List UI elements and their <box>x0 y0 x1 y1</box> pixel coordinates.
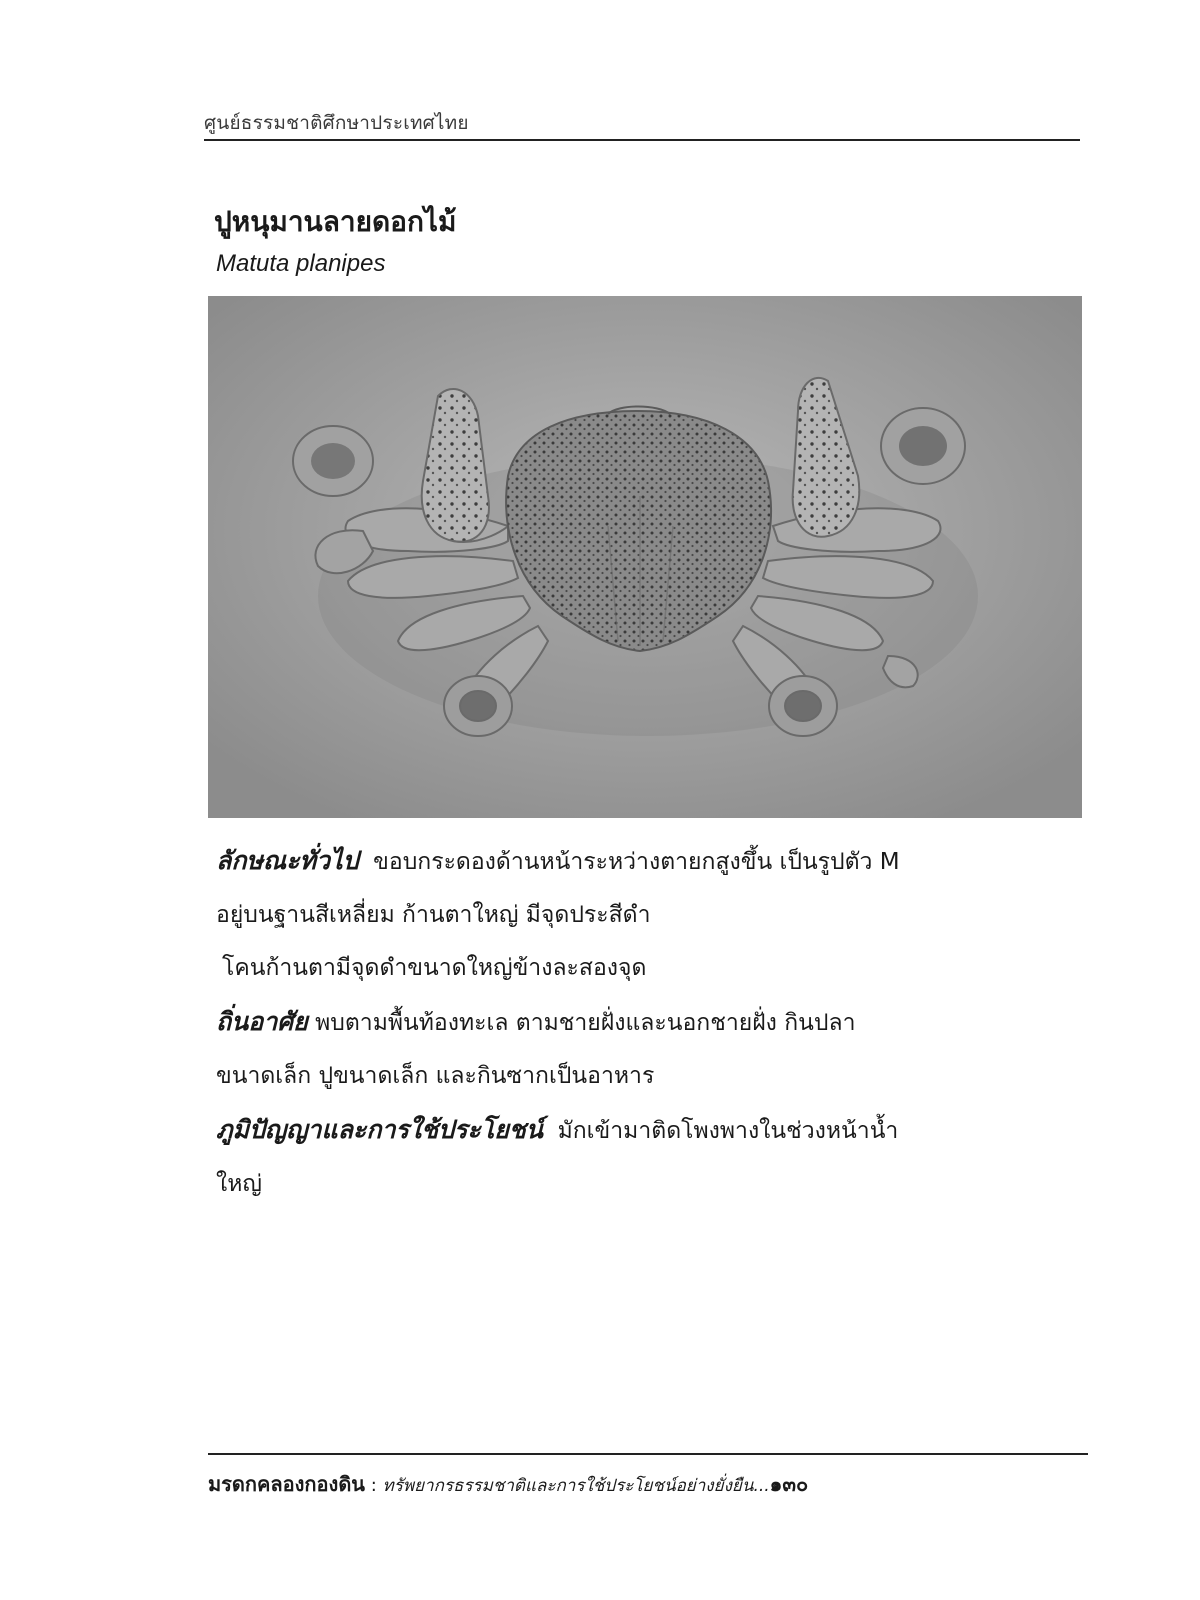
wisdom-label: ภูมิปัญญาและการใช้ประโยชน์ <box>216 1115 543 1144</box>
wisdom-text-2: ใหญ่ <box>216 1171 262 1197</box>
footer-separator: : <box>370 1475 377 1496</box>
wisdom-paragraph-line1 <box>216 1103 1076 1158</box>
general-label: ลักษณะทั่วไป <box>216 846 359 875</box>
habitat-paragraph-line2 <box>216 1050 1076 1103</box>
habitat-text-1: พบตามพื้นท้องทะเล ตามชายฝั่งและนอกชายฝั่ง กินปลา <box>315 1010 856 1036</box>
wisdom-paragraph-line2 <box>216 1158 1076 1211</box>
footer-divider <box>208 1453 1088 1455</box>
footer-subtitle: ทรัพยากรธรรมชาติและการใช้ประโยชน์อย่างยั่งยืน... <box>382 1476 770 1496</box>
species-description <box>216 834 1076 1211</box>
running-header: ศูนย์ธรรมชาติศึกษาประเทศไทย <box>204 112 469 134</box>
crab-illustration <box>208 296 1082 818</box>
header-divider <box>204 139 1080 141</box>
habitat-text-2: ขนาดเล็ก ปูขนาดเล็ก และกินซากเป็นอาหาร <box>216 1063 655 1089</box>
wisdom-text-1: มักเข้ามาติดโพงพางในช่วงหน้าน้ำ <box>557 1118 899 1144</box>
habitat-label: ถิ่นอาศัย <box>216 1007 308 1036</box>
footer-book-title: มรดกคลองกองดิน <box>208 1472 365 1496</box>
page-number: ๑๓๐ <box>769 1472 809 1496</box>
general-paragraph-line1 <box>216 834 1076 889</box>
crab-photo <box>208 296 1082 818</box>
general-text-3: โคนก้านตามีจุดดำขนาดใหญ่ข้างละสองจุด <box>222 955 647 981</box>
general-text-2: อยู่บนฐานสีเหลี่ยม ก้านตาใหญ่ มีจุดประสีดำ <box>216 902 651 928</box>
page-footer <box>208 1468 808 1500</box>
species-latin-name: Matuta planipes <box>216 250 386 277</box>
habitat-paragraph-line1 <box>216 995 1076 1050</box>
general-paragraph-line2 <box>216 889 1076 942</box>
species-thai-name: ปูหนุมานลายดอกไม้ <box>214 205 457 238</box>
general-text-1: ขอบกระดองด้านหน้าระหว่างตายกสูงขึ้น เป็นรูปตัว M <box>373 849 900 875</box>
general-paragraph-line3 <box>216 942 1076 995</box>
